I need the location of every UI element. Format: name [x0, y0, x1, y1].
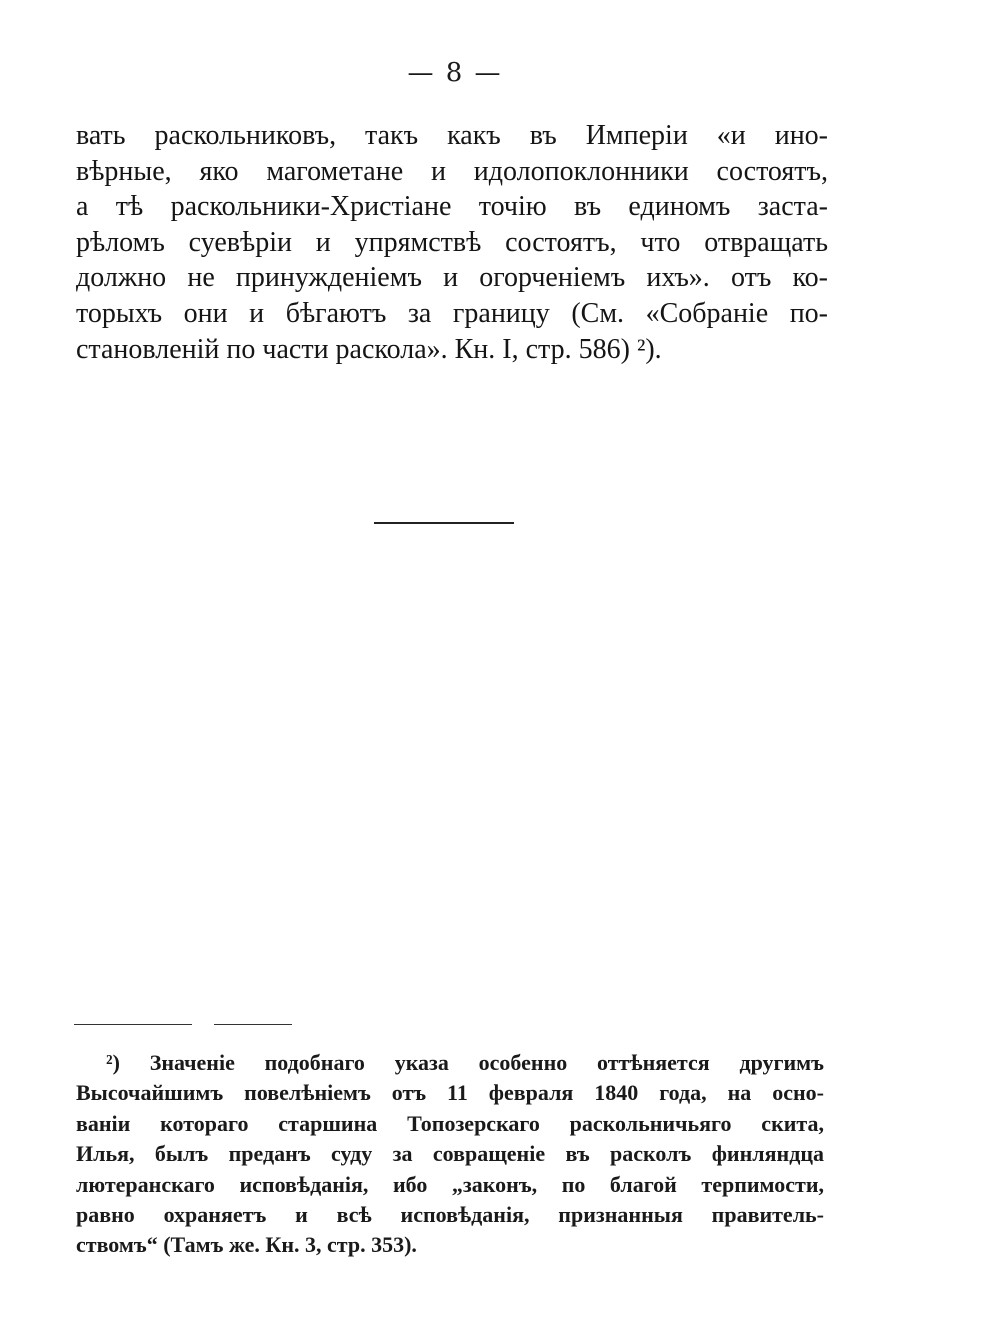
text-line: должно не принужденіемъ и огорченіемъ ихъ». отъ ко-	[76, 262, 828, 294]
text-line: становленій по части раскола». Кн. I, стр. 586) ²).	[76, 333, 662, 365]
text-line: торыхъ они и бѣгаютъ за границу (См. «Собраніе по-	[76, 297, 828, 329]
footnote-separator	[214, 1024, 292, 1025]
text-line: а тѣ раскольники-Христіане точію въ единомъ заста-	[76, 191, 828, 223]
footnote-line: ²) Значеніе подобнаго указа особенно оттѣняется другимъ	[106, 1050, 824, 1075]
page-number: — 8 —	[407, 58, 503, 88]
text-line: рѣломъ суевѣріи и упрямствѣ состоятъ, что отвращать	[76, 226, 828, 258]
footnote	[76, 1048, 824, 1261]
footnote-line: равно охраняетъ и всѣ исповѣданія, признанныя правитель-	[76, 1201, 824, 1227]
text-line: вать раскольниковъ, такъ какъ въ Имперіи «и ино-	[76, 120, 828, 151]
footnote-line: ваніи котораго старшина Топозерскаго раскольничьяго скита,	[76, 1110, 824, 1136]
main-text	[76, 118, 828, 367]
footnote-line: Илья, былъ преданъ суду за совращеніе въ расколъ финляндца	[76, 1141, 824, 1167]
footnote-line: Высочайшимъ повелѣніемъ отъ 11 февраля 1840 года, на осно-	[76, 1080, 824, 1106]
footnote-separator	[74, 1024, 192, 1025]
text-line: вѣрные, яко магометане и идолопоклонники состоятъ,	[76, 155, 828, 187]
section-divider	[374, 522, 514, 524]
footnote-line: лютеранскаго исповѣданія, ибо „законъ, по благой терпимости,	[76, 1171, 824, 1197]
footnote-line: ствомъ“ (Тамъ же. Кн. 3, стр. 353).	[76, 1232, 417, 1258]
